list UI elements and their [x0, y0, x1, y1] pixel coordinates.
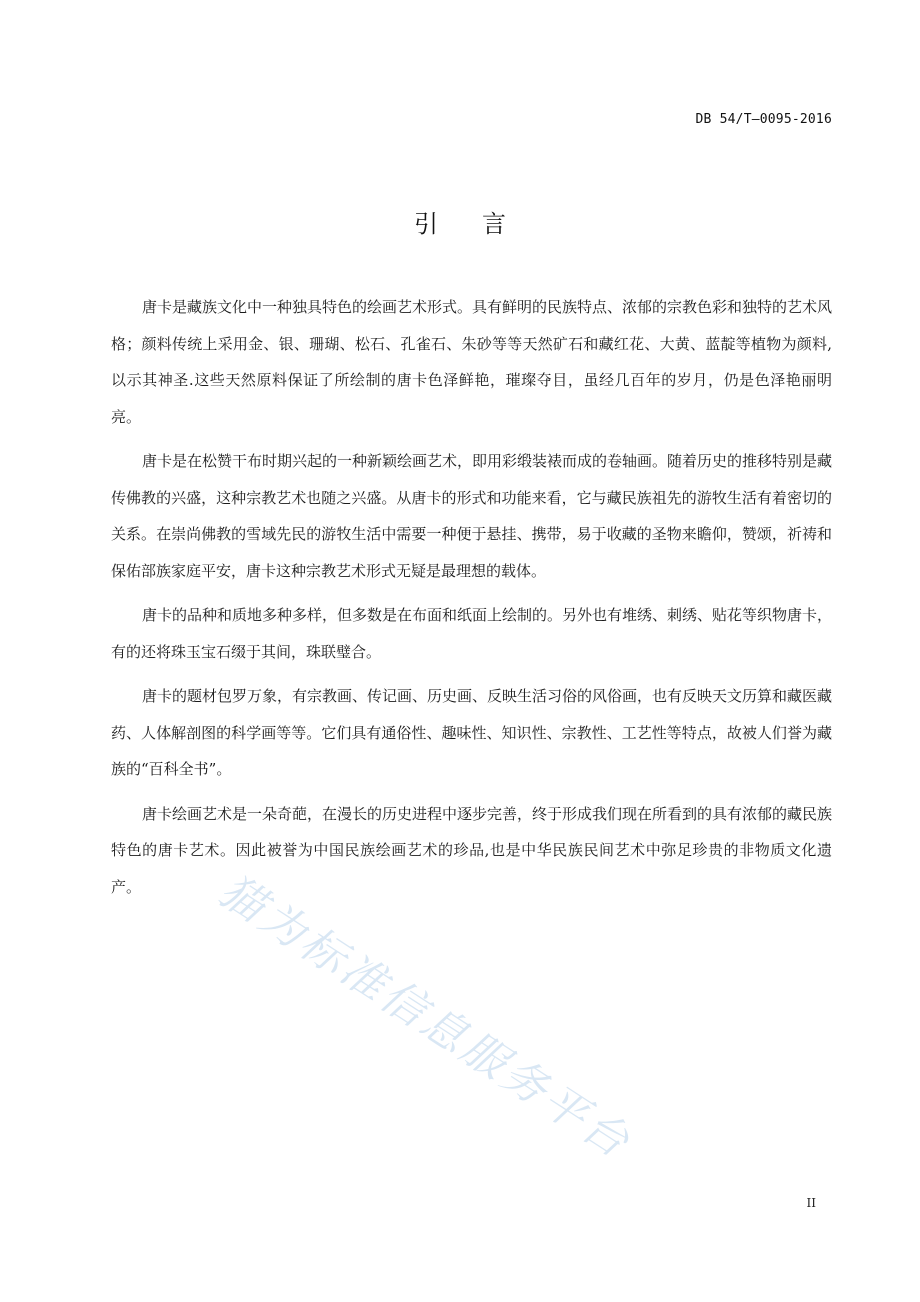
paragraph-3: 唐卡的品种和质地多种多样，但多数是在布面和纸面上绘制的。另外也有堆绣、刺绣、贴花等织物唐卡，有的还将珠玉宝石缀于其间，珠联璧合。: [111, 606, 833, 661]
paragraph-1: 唐卡是藏族文化中一种独具特色的绘画艺术形式。具有鲜明的民族特点、浓郁的宗教色彩和独特的艺术风格；颜料传统上采用金、银、珊瑚、松石、孔雀石、朱砂等等天然矿石和藏红花、大黄、蓝靛等植物为颜料,以示其神圣.这些天然原料保证了所绘制的唐卡色泽鲜艳，璀璨夺目，虽经几百年的岁月，仍是色泽艳丽明亮。: [111, 298, 833, 426]
paragraph-5: 唐卡绘画艺术是一朵奇葩，在漫长的历史进程中逐步完善，终于形成我们现在所看到的具有浓郁的藏民族特色的唐卡艺术。因此被誉为中国民族绘画艺术的珍品,也是中华民族民间艺术中弥足珍贵的非物质文化遗产。: [111, 804, 833, 896]
watermark: 猫为标准信息服务平台: [210, 865, 641, 1170]
body-text: [111, 289, 832, 913]
standard-code: DB 54/T—0095-2016: [695, 112, 832, 127]
page-number: II: [806, 1196, 816, 1210]
paragraph-2: 唐卡是在松赞干布时期兴起的一种新颖绘画艺术，即用彩缎装裱而成的卷轴画。随着历史的推移特别是藏传佛教的兴盛，这种宗教艺术也随之兴盛。从唐卡的形式和功能来看，它与藏民族祖先的游牧生活有着密切的关系。在崇尚佛教的雪域先民的游牧生活中需要一种便于悬挂、携带，易于收藏的圣物来瞻仰，赞颂，祈祷和保佑部族家庭平安，唐卡这种宗教艺术形式无疑是最理想的载体。: [111, 452, 833, 580]
paragraph-4: 唐卡的题材包罗万象，有宗教画、传记画、历史画、反映生活习俗的风俗画，也有反映天文历算和藏医藏药、人体解剖图的科学画等等。它们具有通俗性、趣味性、知识性、宗教性、工艺性等特点，故被人们誉为藏族的“百科全书”。: [111, 687, 833, 778]
page-title: 引言: [414, 210, 550, 238]
